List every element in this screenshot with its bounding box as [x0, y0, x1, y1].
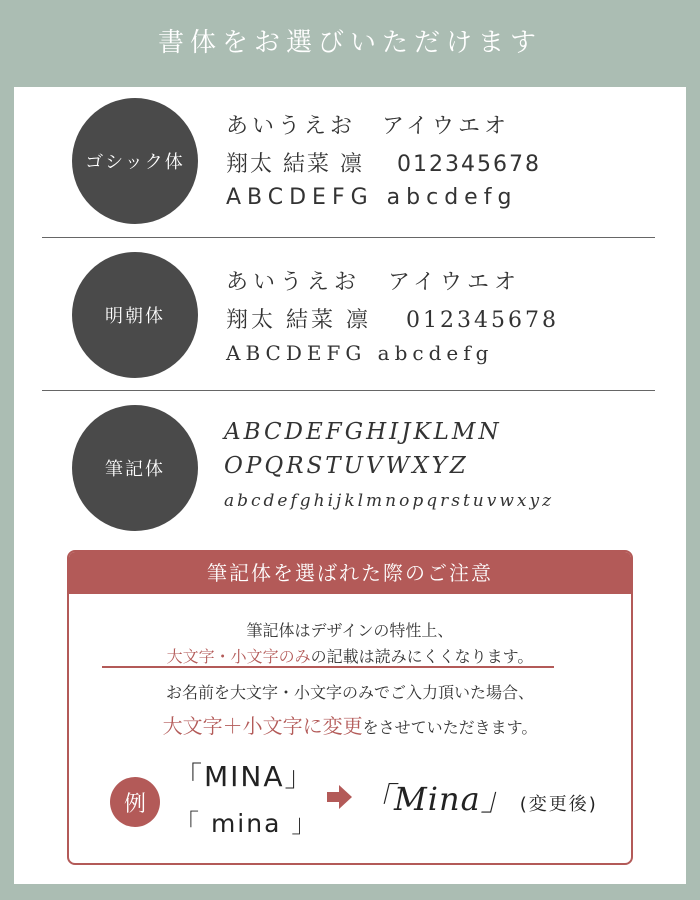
font-row-mincho[interactable]	[14, 238, 686, 388]
sample-line: あいうえお アイウエオ	[226, 270, 522, 295]
sample-line: OPQRSTUVWXYZ	[224, 453, 469, 479]
notice-highlight: 大文字＋小文字に変更	[162, 714, 363, 738]
underline	[102, 666, 554, 668]
notice-heading: 筆記体を選ばれた際のご注意	[69, 552, 631, 594]
example-result: 「Mina」	[361, 780, 514, 818]
notice-text: の記載は読みにくくなります。	[310, 647, 534, 666]
sample-line: あいうえお アイウエオ	[226, 114, 511, 139]
example-badge: 例	[110, 777, 160, 827]
sample-line: abcdefghijklmnopqrstuvwxyz	[224, 491, 555, 511]
sample-line: 翔太 結菜 凛 012345678	[226, 308, 559, 333]
example-lower: 「 mina 」	[174, 809, 319, 838]
notice-line-4	[69, 710, 631, 739]
notice-line-1: 筆記体はデザインの特性上、	[246, 621, 454, 640]
sample-line: ABCDEFG abcdefg	[226, 341, 494, 365]
font-row-gothic[interactable]	[14, 87, 686, 237]
page-title: 書体をお選びいただけます	[157, 28, 542, 58]
font-row-script[interactable]	[14, 391, 686, 541]
notice-line-2	[69, 644, 631, 667]
notice-text: をさせていただきます。	[362, 718, 538, 737]
font-label-script: 筆記体	[72, 405, 198, 531]
sample-line: ABCDEFG abcdefg	[226, 185, 518, 210]
example-upper: 「MINA」	[174, 760, 315, 793]
sample-line: 翔太 結菜 凛 012345678	[226, 152, 541, 177]
sample-line: ABCDEFGHIJKLMN	[224, 419, 502, 445]
arrow-right-icon	[327, 784, 353, 810]
font-label-mincho: 明朝体	[72, 252, 198, 378]
notice-highlight: 大文字・小文字のみ	[166, 647, 311, 666]
notice-line-3: お名前を大文字・小文字のみでご入力頂いた場合、	[165, 683, 534, 702]
font-label-gothic: ゴシック体	[72, 98, 198, 224]
font-options-card	[14, 87, 686, 884]
example-result-group	[361, 774, 598, 820]
example-result-note: (変更後)	[519, 794, 598, 815]
script-notice-box	[67, 550, 633, 865]
